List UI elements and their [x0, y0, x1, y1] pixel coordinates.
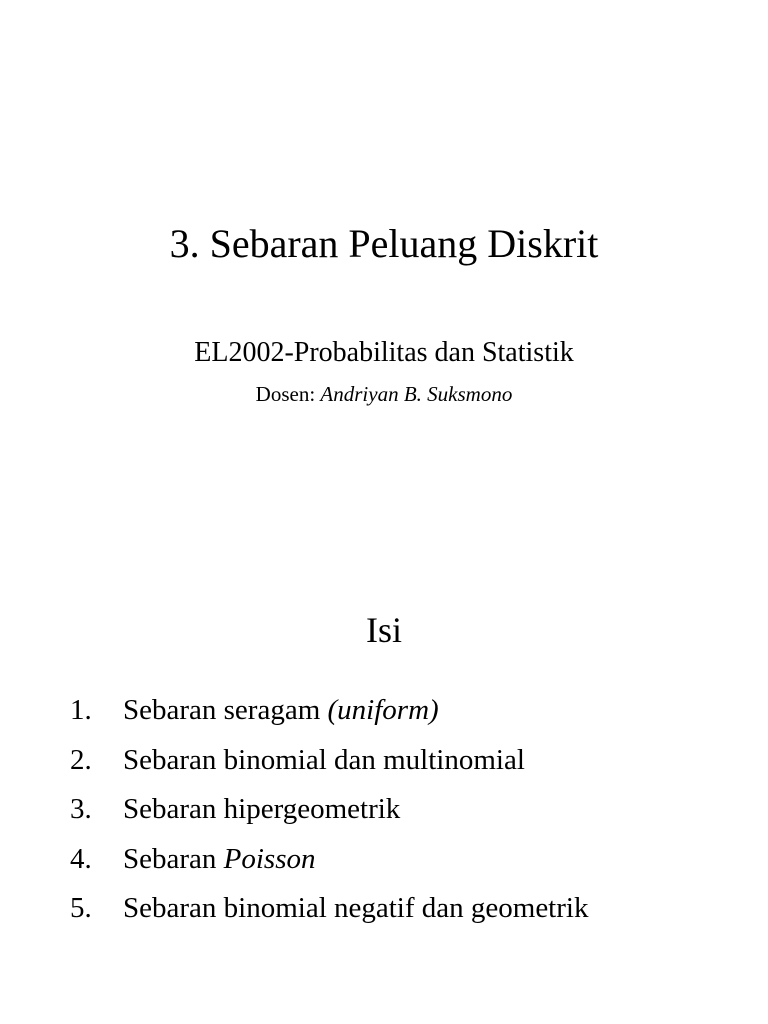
- slide-title: 3. Sebaran Peluang Diskrit: [169, 221, 599, 266]
- item-text-wrap: [123, 686, 439, 736]
- list-item: [70, 686, 750, 736]
- list-item: [70, 785, 750, 835]
- item-number: 3.: [70, 793, 92, 825]
- item-number: 2.: [70, 743, 92, 776]
- item-text-italic: (uniform): [327, 694, 439, 726]
- item-number: 4.: [70, 842, 92, 875]
- list-item: [70, 835, 750, 885]
- course-name: EL2002-Probabilitas dan Statistik: [194, 337, 574, 368]
- lecturer-name: Andriyan B. Suksmono: [320, 382, 513, 406]
- item-text: Sebaran seragam: [123, 694, 321, 726]
- lecturer-label: Dosen:: [255, 382, 316, 406]
- item-number: 1.: [70, 694, 92, 726]
- item-number: 5.: [70, 892, 92, 924]
- list-item: [70, 736, 750, 786]
- item-text-wrap: [123, 835, 316, 885]
- lecturer-line: [0, 380, 768, 408]
- contents-list: [70, 686, 750, 934]
- contents-slide: [0, 560, 768, 1024]
- item-text: Sebaran binomial dan multinomial: [123, 743, 525, 776]
- item-text: Sebaran binomial negatif dan geometrik: [123, 892, 589, 924]
- list-item: [70, 884, 750, 934]
- contents-heading: Isi: [366, 610, 402, 650]
- item-text: Sebaran: [123, 842, 217, 875]
- item-text: Sebaran hipergeometrik: [123, 793, 401, 825]
- item-text-italic: Poisson: [223, 842, 316, 875]
